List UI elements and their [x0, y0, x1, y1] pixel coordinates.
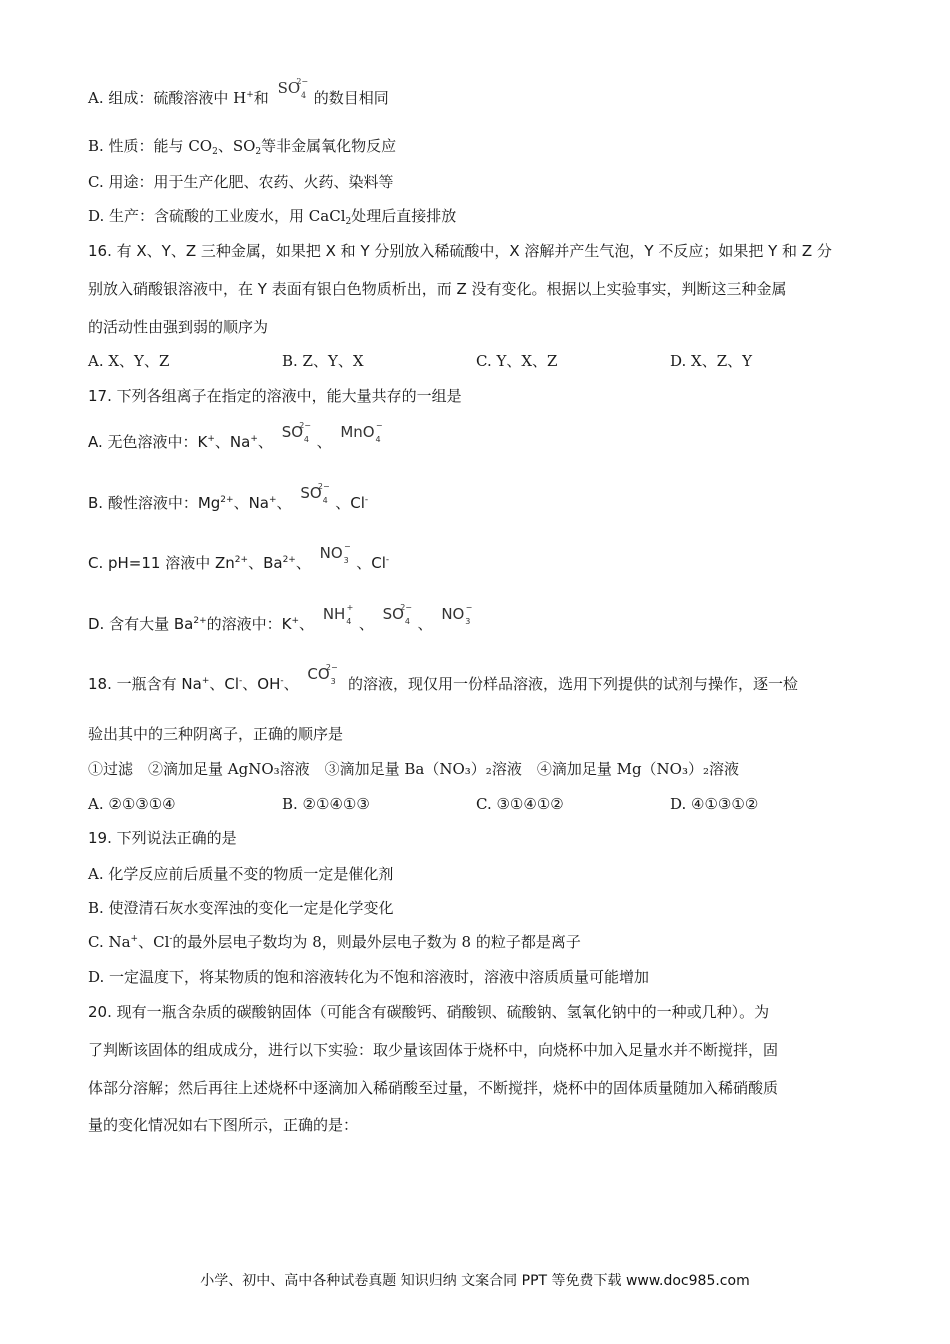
q18-stem-line2: 验出其中的三种阴离子，正确的顺序是: [88, 725, 344, 743]
q18-steps: ①过滤 ②滴加足量 AgNO₃溶液 ③滴加足量 Ba（NO₃）₂溶液 ④滴加足量 Mg（NO₃）₂溶液: [88, 760, 740, 778]
q19-option-c: C. Na+、Cl-的最外层电子数均为 8，则最外层电子数为 8 的粒子都是离子: [88, 933, 581, 951]
q20-stem-line2: 了判断该固体的组成成分，进行以下实验：取少量该固体于烧杯中，向烧杯中加入足量水并不断搅拌，固: [88, 1041, 779, 1059]
q15-option-a: A. 组成：硫酸溶液中 H+和 SO 2− 4 的数目相同: [88, 77, 389, 107]
q20-stem-line4: 量的变化情况如右下图所示，正确的是：: [88, 1116, 359, 1134]
q19-option-d: D. 一定温度下，将某物质的饱和溶液转化为不饱和溶液时，溶液中溶质质量可能增加: [88, 968, 650, 986]
q17-stem: 17. 下列各组离子在指定的溶液中，能大量共存的一组是: [88, 387, 462, 405]
q20-stem-line3: 体部分溶解；然后再往上述烧杯中逐滴加入稀硝酸至过量，不断搅拌，烧杯中的固体质量随加入稀硝酸质: [88, 1079, 779, 1097]
q16-option-a: A. X、Y、Z: [88, 352, 170, 370]
sulfate-ion: SO 2− 4: [277, 77, 309, 100]
q19-stem: 19. 下列说法正确的是: [88, 829, 237, 847]
q18-option-a: A. ②①③①④: [88, 795, 176, 813]
page-footer: 小学、初中、高中各种试卷真题 知识归纳 文案合同 PPT 等免费下载 www.doc985.com: [200, 1273, 750, 1289]
q15-option-d: D. 生产：含硫酸的工业废水，用 CaCl$_2$处理后直接排放: [88, 207, 457, 227]
q15-option-b: B. 性质：能与 $CO_2$、$SO_2$等非金属氧化物反应: [88, 137, 397, 157]
q17-option-a: A. 无色溶液中：K+、Na+、 SO 2− 4 、 MnO − 4: [88, 421, 383, 451]
q18-option-c: C. ③①④①②: [476, 795, 564, 813]
q17-option-d: D. 含有大量 $Ba^{2+}$的溶液中：K+、 NH + 4 、 SO 2− 4 、 NO − 3: [88, 603, 473, 633]
q17-option-b: B. 酸性溶液中：$Mg^{2+}$、Na+、 SO 2− 4 、Cl-: [88, 482, 369, 512]
q16-stem-line1: 16. 有 X、Y、Z 三种金属，如果把 X 和 Y 分别放入稀硫酸中，X 溶解并产生气泡，Y 不反应；如果把 Y 和 Z 分: [88, 242, 832, 260]
q19-option-a: A. 化学反应前后质量不变的物质一定是催化剂: [88, 865, 394, 883]
q18-option-d: D. ④①③①②: [670, 795, 759, 813]
q15-option-c: C. 用途：用于生产化肥、农药、火药、染料等: [88, 173, 394, 191]
q16-option-b: B. Z、Y、X: [282, 352, 364, 370]
q19-option-b: B. 使澄清石灰水变浑浊的变化一定是化学变化: [88, 899, 394, 917]
q18-option-b: B. ②①④①③: [282, 795, 370, 813]
q16-stem-line2: 别放入硝酸银溶液中，在 Y 表面有银白色物质析出，而 Z 没有变化。根据以上实验事实，判断这三种金属: [88, 280, 787, 298]
q20-stem-line1: 20. 现有一瓶含杂质的碳酸钠固体（可能含有碳酸钙、硝酸钡、硫酸钠、氢氧化钠中的一种或几种）。为: [88, 1003, 770, 1021]
q16-option-c: C. Y、X、Z: [476, 352, 558, 370]
q16-stem-line3: 的活动性由强到弱的顺序为: [88, 318, 269, 336]
q17-option-c: C. pH=11 溶液中 $Zn^{2+}$、$Ba^{2+}$、 NO − 3 、Cl-: [88, 542, 390, 572]
q16-option-d: D. X、Z、Y: [670, 352, 753, 370]
q18-stem-line1: 18. 一瓶含有 Na+、Cl-、OH-、 CO 2− 3 的溶液，现仅用一份样品溶液，选用下列提供的试剂与操作，逐一检: [88, 663, 799, 693]
